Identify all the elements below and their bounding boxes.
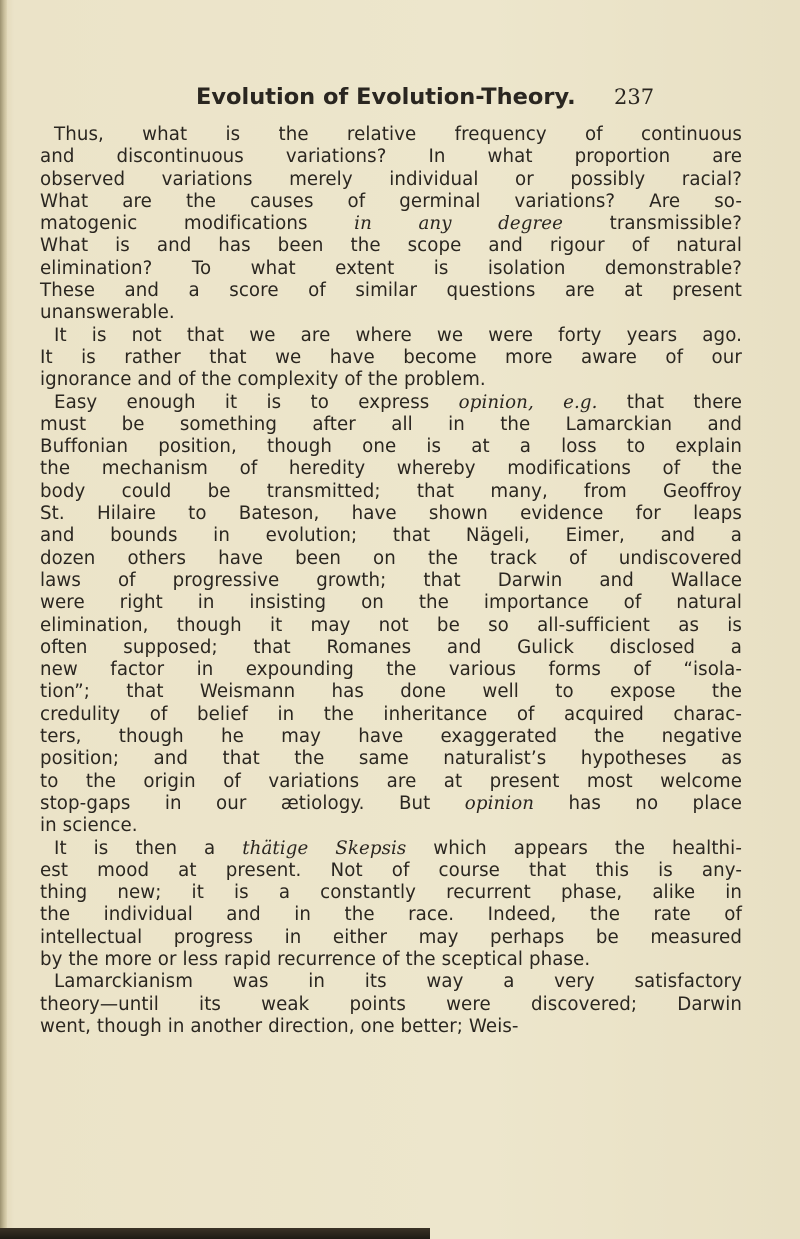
text-line — [40, 436, 742, 458]
text-line — [40, 191, 742, 213]
text-line — [40, 815, 742, 837]
text-run: Thus, what is the relative frequency of continuous — [54, 124, 742, 145]
text-run: matogenic modifications — [40, 213, 355, 235]
text-line — [40, 280, 742, 302]
text-line — [40, 414, 742, 436]
text-line — [40, 904, 742, 926]
text-run: observed variations merely individual or possibly racial? — [40, 168, 742, 190]
text-line — [40, 726, 742, 748]
text-run: which appears the healthi- — [406, 837, 742, 859]
text-run: ignorance and of the complexity of the problem. — [40, 369, 486, 391]
text-run: unanswerable. — [40, 302, 175, 324]
text-run: the individual and in the race. Indeed, the rate of — [40, 904, 742, 926]
text-line — [40, 927, 742, 949]
italic-phrase: thätige Skepsis — [242, 837, 407, 859]
text-run: laws of progressive growth; that Darwin and Wallace — [40, 569, 742, 591]
text-line — [40, 704, 742, 726]
text-line — [40, 1016, 742, 1038]
text-line — [40, 659, 742, 681]
italic-phrase: opinion — [464, 792, 535, 814]
text-line — [40, 325, 742, 347]
text-run: Lamarckianism was in its way a very satisfactory — [54, 971, 742, 993]
text-run: in science. — [40, 815, 138, 837]
text-run: Easy enough it is to express — [54, 391, 459, 413]
text-run: the mechanism of heredity whereby modifications of the — [40, 458, 742, 480]
text-line — [40, 570, 742, 592]
text-line — [40, 748, 742, 770]
italic-phrase: in any degree — [354, 213, 564, 235]
text-run: It is rather that we have become more aware of our — [40, 346, 742, 368]
text-line — [40, 994, 742, 1016]
page-gutter-edge — [0, 0, 7, 1239]
text-run: must be something after all in the Lamarckian and — [40, 413, 742, 435]
text-run: and bounds in evolution; that Nägeli, Eimer, and a — [40, 525, 742, 547]
text-line — [40, 592, 742, 614]
text-run: has no place — [534, 792, 742, 814]
text-run: stop-gaps in our ætiology. But — [40, 792, 465, 814]
page-header — [196, 80, 655, 114]
text-run: thing new; it is a constantly recurrent phase, alike in — [40, 882, 742, 904]
text-line — [40, 213, 742, 235]
text-run: intellectual progress in either may perhaps be measured — [40, 926, 742, 948]
text-line — [40, 681, 742, 703]
text-run: dozen others have been on the track of undiscovered — [40, 547, 742, 569]
text-line — [40, 548, 742, 570]
text-line — [40, 971, 742, 993]
text-run: What are the causes of germinal variations? Are so- — [40, 190, 742, 212]
text-run: theory—until its weak points were discovered; Darwin — [40, 993, 742, 1015]
text-run: by the more or less rapid recurrence of the sceptical phase. — [40, 948, 591, 970]
body-text — [40, 124, 742, 1038]
text-run: body could be transmitted; that many, from Geoffroy — [40, 480, 742, 502]
text-line — [40, 392, 742, 414]
text-run: new factor in expounding the various forms of “isola- — [40, 659, 742, 681]
text-line — [40, 302, 742, 324]
text-run: elimination, though it may not be so all-sufficient as is — [40, 614, 742, 636]
text-line — [40, 347, 742, 369]
text-line — [40, 860, 742, 882]
text-line — [40, 503, 742, 525]
text-run: What is and has been the scope and rigour of natural — [40, 235, 742, 257]
text-run: Buffonian position, though one is at a loss to explain — [40, 436, 742, 458]
bottom-edge-shadow — [0, 1228, 430, 1239]
page-number: 237 — [614, 85, 655, 109]
text-run: elimination? To what extent is isolation demonstrable? — [40, 257, 742, 279]
text-run: est mood at present. Not of course that this is any- — [40, 859, 742, 881]
text-line — [40, 525, 742, 547]
text-line — [40, 258, 742, 280]
text-line — [40, 146, 742, 168]
text-run: that there — [597, 391, 743, 413]
text-line — [40, 882, 742, 904]
text-line — [40, 235, 742, 257]
text-line — [40, 793, 742, 815]
text-run: ters, though he may have exaggerated the negative — [40, 726, 742, 748]
text-run: It is not that we are where we were forty years ago. — [54, 324, 742, 346]
text-run: position; and that the same naturalist’s hypotheses as — [40, 748, 742, 770]
text-line — [40, 949, 742, 971]
text-run: credulity of belief in the inheritance of acquired charac- — [40, 703, 742, 725]
text-run: It is then a — [54, 837, 243, 859]
text-line — [40, 615, 742, 637]
text-run: St. Hilaire to Bateson, have shown evidence for leaps — [40, 503, 742, 525]
text-line — [40, 771, 742, 793]
text-run: These and a score of similar questions are at present — [40, 280, 742, 302]
text-run: and discontinuous variations? In what proportion are — [40, 146, 742, 168]
text-run: transmissible? — [563, 213, 742, 235]
text-line — [40, 124, 742, 146]
text-line — [40, 637, 742, 659]
text-run: were right in insisting on the importance of natural — [40, 592, 742, 614]
text-line — [40, 369, 742, 391]
text-line — [40, 838, 742, 860]
running-title: Evolution of Evolution-Theory. — [196, 84, 576, 110]
text-line — [40, 481, 742, 503]
text-line — [40, 458, 742, 480]
italic-phrase: opinion, e.g. — [458, 391, 598, 413]
text-run: went, though in another direction, one better; Weis- — [40, 1015, 519, 1037]
text-line — [40, 169, 742, 191]
text-run: often supposed; that Romanes and Gulick disclosed a — [40, 636, 742, 658]
text-run: to the origin of variations are at present most welcome — [40, 770, 742, 792]
text-run: tion”; that Weismann has done well to expose the — [40, 681, 742, 703]
